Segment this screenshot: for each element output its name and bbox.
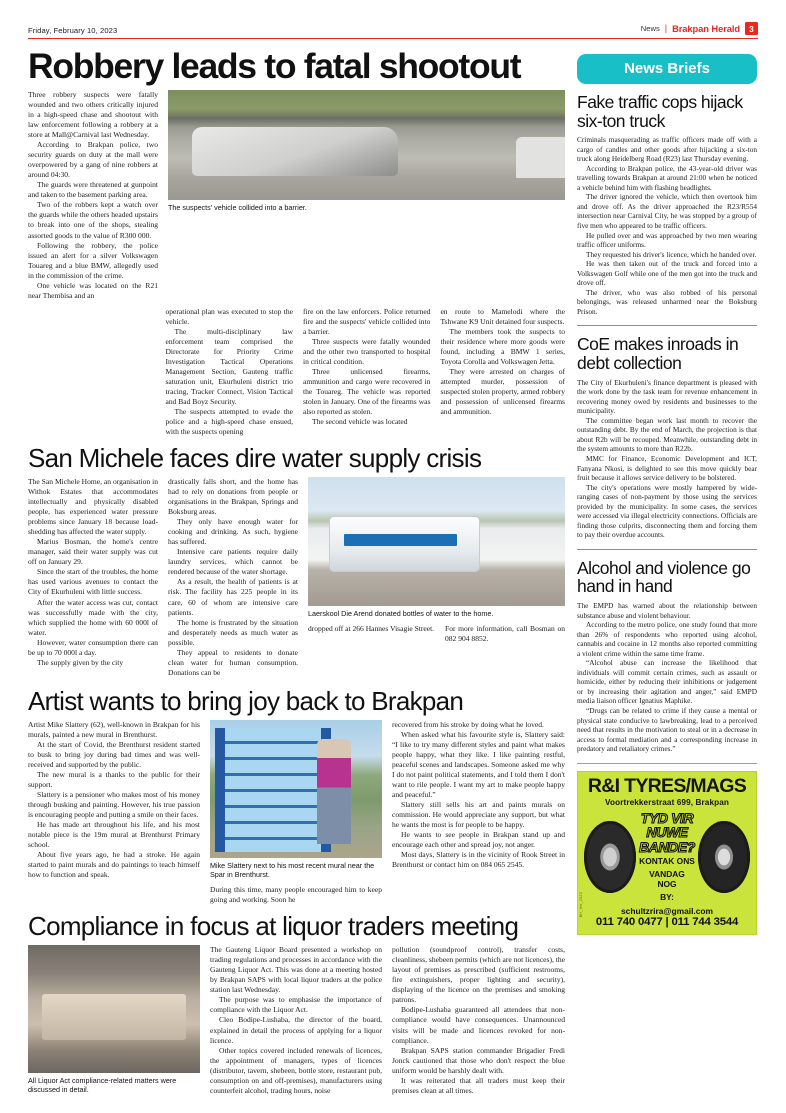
masthead <box>28 0 758 39</box>
paragraph: “Alcohol abuse can increase the likelihood that individuals will commit certain crimes, such as assault or homicide, either by reducing their inhibitions or judgement or by increasing their agitation and anger,” said EMPD media liaison officer Ignatius Maphike. <box>577 658 757 706</box>
masthead-separator: | <box>664 23 668 33</box>
figure-robbery <box>168 90 565 301</box>
headline-compliance: Compliance in focus at liquor traders meeting <box>28 911 519 942</box>
headline-artist: Artist wants to bring joy back to Brakpan <box>28 685 464 716</box>
compliance-col3 <box>392 945 565 1095</box>
brief-item <box>577 93 757 316</box>
paragraph: He was then taken out of the truck and forced into a Volkswagen Golf while one of the men got into the truck and drove off. <box>577 259 757 288</box>
figure-water <box>308 477 565 618</box>
paragraph: They appeal to residents to donate clean water for human consumption. Donations can be <box>168 647 298 677</box>
advert-vertical-code: BH_feb_2023 <box>579 892 583 918</box>
figure-artist <box>210 720 382 879</box>
paragraph: One vehicle was located on the R21 near Thembisa and an <box>28 280 158 300</box>
water-col2 <box>168 477 298 678</box>
advert-contact-line2: VANDAG NOG <box>649 868 685 889</box>
artist-col2 <box>392 720 565 870</box>
brief-divider <box>577 549 757 550</box>
advert-slogan-line1: TYD VIR <box>640 810 694 827</box>
paragraph: operational plan was executed to stop the vehicle. <box>165 306 293 326</box>
paragraph: en route to Mamelodi where the Tshwane K9 Unit detained four suspects. <box>440 306 565 326</box>
page-number-badge: 3 <box>745 22 758 35</box>
paragraph: The committee began work last month to recover the outstanding debt. By the end of March, the projection is that about R2b will be recouped. Meanwhile, outstanding debt in the system amounts to more than R22b. <box>577 415 757 454</box>
robbery-lower-cols <box>28 307 565 437</box>
article-compliance <box>28 913 565 1095</box>
brief-body <box>577 601 757 754</box>
compliance-col2 <box>210 945 382 1095</box>
paragraph: The guards were threatened at gunpoint and taken to the basement parking area. <box>28 180 158 200</box>
paragraph: pollution (soundproof control), transfer costs, cleanliness, shebeen permits (which are not licences), the layout of premises as prescribed (sufficient restrooms, fire extinguishers, proper lighting and security), displaying of the licence on the premises and smoking patrons. <box>392 945 565 1005</box>
paragraph: Since the start of the troubles, the home has used various avenues to contact the City of Ekurhuleni with little success. <box>28 567 158 597</box>
advert-middle <box>584 811 750 902</box>
page-body <box>28 45 758 1096</box>
artist-below-caption <box>210 885 382 905</box>
advert-ri-tyres-mags[interactable] <box>577 771 757 935</box>
caption-robbery: The suspects' vehicle collided into a barrier. <box>168 203 307 213</box>
paragraph: Other topics covered included renewals of licences, the appointment of managers, types of licences (distributor, tavern, shebeen, bottle store, restaurant pub, consumption on and off-premises), manufacturers using counterfeit alcohol, trading hours, noise <box>210 1045 382 1095</box>
water-col4 <box>445 624 565 644</box>
figure-compliance <box>28 945 200 1094</box>
paragraph: He wants to see people in Brakpan stand up and encourage each other and spread joy, not anger. <box>392 830 565 850</box>
paragraph: Three unlicensed firearms, ammunition and cargo were recovered in the Touareg. The vehicle was reported stolen in January. One of the firearms was also reported as stolen. <box>302 366 431 417</box>
water-body <box>28 477 565 678</box>
artist-col1 <box>28 720 200 881</box>
paragraph: It was reiterated that all traders must keep their premises clean at all times. <box>392 1075 565 1095</box>
brief-item <box>577 335 757 539</box>
paragraph: The City of Ekurhuleni's finance department is pleased with the work done by the task team for revenue enhancement in recovering money owed by residents and businesses to the municipality. <box>577 377 757 416</box>
paragraph: “Drugs can be related to crime if they cause a mental or physical state conducive to lawbreaking, lead to a perceived need that results in the motivation to steal or in a decrease in access to formal mediation and a corresponding increase in predatory and retaliatory crimes.” <box>577 705 757 754</box>
paragraph: He pulled over and was approached by two men wearing traffic officer uniforms. <box>577 230 757 250</box>
article-water <box>28 445 565 678</box>
paragraph: During this time, many people encouraged him to keep going and working. Soon he <box>210 885 382 905</box>
paragraph: Three suspects were fatally wounded and the other two transported to hospital in critical condition. <box>302 336 431 366</box>
paragraph: Three robbery suspects were fatally wounded and two others critically injured in a high-speed chase and shootout with law enforcement following a robbery at a store at Mall@Carnival last Wednesday. <box>28 90 158 140</box>
paragraph: Slattery still sells his art and paints murals on commission. He would appreciate any support, but what he wants the most is for people to be happy. <box>392 800 565 830</box>
paragraph: They only have enough water for cooking and drinking. As such, hygiene has suffered. <box>168 517 298 547</box>
paragraph: According to Brakpan police, the 43-year-old driver was travelling towards Brakpan at around 21:00 when he noticed a vehicle behind him with flashing headlights. <box>577 163 757 192</box>
brief-headline-fake-traffic-cops: Fake traffic cops hijack six-ton truck <box>577 92 743 131</box>
brief-divider <box>577 325 757 326</box>
masthead-right <box>641 22 758 35</box>
robbery-col2 <box>165 307 292 437</box>
paragraph: The city's operations were mostly hampered by wide-ranging cases of non-payment by those using the services provided by the municipality. In some cases, the services were accessed via illegal electricity connections. Officials are finding those culprits, disconnecting them and forcing them to pay their overdue accounts. <box>577 482 757 540</box>
advert-slogan-line3: BANDE? <box>639 838 695 855</box>
paragraph: About five years ago, he had a stroke. He again started to paint murals and do paintings to teach himself how to function and speak. <box>28 850 200 880</box>
paragraph: He has made art throughout his life, and his most notable piece is the 19m mural at Brenthurst Primary school. <box>28 820 200 850</box>
news-briefs-tab: News Briefs <box>577 54 757 84</box>
headline-water: San Michele faces dire water supply crisis <box>28 443 482 474</box>
photo-artist-mural <box>210 720 382 858</box>
compliance-body <box>28 945 565 1095</box>
brief-headline-alcohol-violence: Alcohol and violence go hand in hand <box>577 557 751 597</box>
tyre-icon <box>584 821 636 893</box>
water-sub-cols <box>308 624 565 644</box>
paragraph: The driver, who was also robbed of his personal belongings, was released unharmed near the Boksburg Prison. <box>577 287 757 316</box>
advert-phone-numbers[interactable]: 011 740 0477 | 011 744 3544 <box>595 915 739 928</box>
paragraph: According to Brakpan police, two security guards on duty at the mall were overpowered by a gang of nine robbers at around 04:30. <box>28 140 158 180</box>
paragraph: Most days, Slattery is in the vicinity of Rook Street in Brenthurst or contact him on 084 065 2545. <box>392 850 565 870</box>
paragraph: Marius Bosman, the home's centre manager, said their water supply was cut off on January 29. <box>28 537 158 567</box>
tyre-icon <box>698 821 750 893</box>
paragraph: The home is frustrated by the situation and desperately needs as much water as possible. <box>168 617 298 647</box>
advert-slogan-line2: NUWE <box>646 824 688 841</box>
publication-date: Friday, February 10, 2023 <box>28 26 118 35</box>
paragraph: The new mural is a thanks to the public for their support. <box>28 769 200 789</box>
caption-artist: Mike Slattery next to his most recent mural near the Spar in Brenthurst. <box>210 860 375 879</box>
paragraph: When asked what his favourite style is, Slattery said: “I like to try many different styles and paint what makes people happy, what they like. I like painting restful, peaceful scenes and landscapes. Someone asked me why I do not paint political statements, and I told them I don't want to rile people. I want my art to make people happy and peaceful.” <box>392 729 565 799</box>
brief-headline-coe-debt-collection: CoE makes inroads in debt collection <box>577 334 739 374</box>
paragraph: Bodipe-Lushaba guaranteed all attendees that non-compliance would have consequences. Unannounced visits will be made and licences revoked for non-compliance. <box>392 1005 565 1045</box>
brief-item <box>577 559 757 754</box>
paragraph: The multi-disciplinary law enforcement team comprised the Directorate for Priority Crime Investigation Tactical Operations Management Section, Gauteng traffic saturation unit, Ekurhuleni district trio tracing, Tracker Connect, Vision Tactical and Bad Boyz Security. <box>165 326 293 407</box>
paragraph: The driver ignored the vehicle, which then overtook him and drove off. As the driver approached the R23/R554 intersection near Carnival City, he was stopped by a group of five men who appeared to be traffic officers. <box>577 192 757 231</box>
advert-divider <box>577 763 757 764</box>
paragraph: According to the metro police, one study found that more than 26% of respondents who reported using alcohol, cannabis and cocaine in 12 months also reported committing a violent crime within the same time frame. <box>577 620 757 658</box>
caption-water: Laerskool Die Arend donated bottles of water to the home. <box>308 609 494 619</box>
paragraph: Criminals masquerading as traffic officers made off with a cargo of candles and other goods after hijacking a six-ton truck along Heidelberg Road (R23) last Thursday evening. <box>577 135 757 164</box>
paragraph: For more information, call Bosman on 082 904 8852. <box>445 624 565 644</box>
photo-crash-scene <box>168 90 565 200</box>
paragraph: Brakpan SAPS station commander Brigadier Fredi Jonck cautioned that those who don't respect the blue uniform would be harshly dealt with. <box>392 1045 565 1075</box>
paragraph: recovered from his stroke by doing what he loved. <box>392 719 544 729</box>
paragraph: At the start of Covid, the Brenthurst resident started to busk to bring joy during bad times and was well-received and supported by the public. <box>28 739 200 769</box>
robbery-col3 <box>303 307 430 427</box>
photo-water-delivery-van <box>308 477 565 606</box>
photo-liquor-traders-meeting <box>28 945 200 1073</box>
brief-body <box>577 135 757 316</box>
paragraph: They were arrested on charges of attempted murder, possession of suspected stolen property, armed robbery and possession of unlicensed firearms and ammunition. <box>440 366 565 417</box>
robbery-col4 <box>440 307 565 417</box>
advert-email[interactable]: schultzrira@gmail.com <box>621 905 713 916</box>
artist-figure-col <box>210 720 382 906</box>
water-right <box>308 477 565 644</box>
paragraph: MMC for Finance, Economic Development and ICT, Fanyana Nkosi, is delighted to see this move quickly bear fruit because it allows service delivery to be bolstered. <box>577 453 757 483</box>
robbery-col1 <box>28 90 158 301</box>
paragraph: They requested his driver's licence, which he handed over. <box>586 249 757 259</box>
main-content-zone <box>28 45 565 1096</box>
paragraph: The San Michele Home, an organisation in Withok Estates that accommodates intellectually and physically disabled people, has experienced water pressure problems since January 18 because load-shedding has affected the water supply. <box>28 477 158 537</box>
paragraph: The Gauteng Liquor Board presented a workshop on trading regulations and processes in accordance with the Gauteng Liquor Act. This was done at a meeting hosted by Brakpan SAPS with local liquor traders at the police station last Wednesday. <box>210 945 382 995</box>
paragraph: The second vehicle was located <box>311 417 408 427</box>
paragraph: The supply given by the city <box>37 657 124 667</box>
water-col1 <box>28 477 158 668</box>
article-robbery <box>28 46 565 437</box>
water-col3 <box>308 624 435 644</box>
paragraph: Cleo Bodipe-Lushaba, the director of the board, explained in detail the process of applying for a liquor licence. <box>210 1015 382 1045</box>
paragraph: After the water access was cut, contact was successfully made with the city, which supplied the home with 60 000l of water. <box>28 597 158 637</box>
paragraph: As a result, the health of patients is at risk. The facility has 225 people in its care, 60 of whom are intensive care patients. <box>168 577 298 617</box>
publication-title: Brakpan Herald <box>672 23 740 34</box>
news-briefs-rail <box>577 45 757 1096</box>
advert-contact-line1: KONTAK ONS <box>639 856 695 867</box>
robbery-top-block <box>28 90 565 301</box>
advert-contact-line3: BY: <box>660 891 674 902</box>
paragraph: The purpose was to emphasise the importance of compliance with the Liquor Act. <box>210 995 382 1015</box>
headline-robbery: Robbery leads to fatal shootout <box>28 46 521 86</box>
paragraph: drastically falls short, and the home has had to rely on donations from people or organisations in the Brakpan, Springs and Boksburg areas. <box>168 477 298 517</box>
paragraph: The EMPD has warned about the relationship between substance abuse and violent behaviour. <box>577 600 757 620</box>
paragraph: The members took the suspects to their residence where more goods were found, including a BMW 1 series, Toyota Corolla and Volkswagen Jetta. <box>440 326 565 366</box>
paragraph: dropped off at 266 Hannes Visagie Street. <box>308 624 435 634</box>
article-artist <box>28 685 565 906</box>
advert-address: Voortrekkerstraat 699, Brakpan <box>605 798 729 808</box>
paragraph: Artist Mike Slattery (62), well-known in Brakpan for his murals, painted a new mural in Brenthurst. <box>28 719 200 739</box>
paragraph: However, water consumption there can be up to 70 000l a day. <box>28 637 158 657</box>
paragraph: The suspects attempted to evade the police and a high-speed chase ensued, with the suspects opening <box>165 407 293 437</box>
paragraph: Two of the robbers kept a watch over the guards while the others headed upstairs to break into one of the shops, stealing assorted goods to the value of R300 000. <box>28 200 158 240</box>
caption-compliance: All Liquor Act compliance-related matters were discussed in detail. <box>28 1076 177 1095</box>
brief-body <box>577 378 757 540</box>
advert-title: R&I TYRES/MAGS <box>587 774 747 797</box>
artist-body <box>28 720 565 906</box>
paragraph: Following the robbery, the police issued an alert for a silver Volkswagen Touareg and a blue BMW, allegedly used in the commission of the crime. <box>28 240 158 280</box>
advert-center <box>636 811 698 902</box>
compliance-figure-col <box>28 945 200 1094</box>
paragraph: Intensive care patients require daily laundry services, which cannot be rendered because of the water shortage. <box>168 547 298 577</box>
section-label: News <box>640 24 660 33</box>
paragraph: Slattery is a pensioner who makes most of his money through busking and painting. However, his true passion is encouraging people and putting a smile on their faces. <box>28 789 200 820</box>
paragraph: fire on the law enforcers. Police returned fire and the suspects' vehicle collided into a barrier. <box>302 306 431 336</box>
